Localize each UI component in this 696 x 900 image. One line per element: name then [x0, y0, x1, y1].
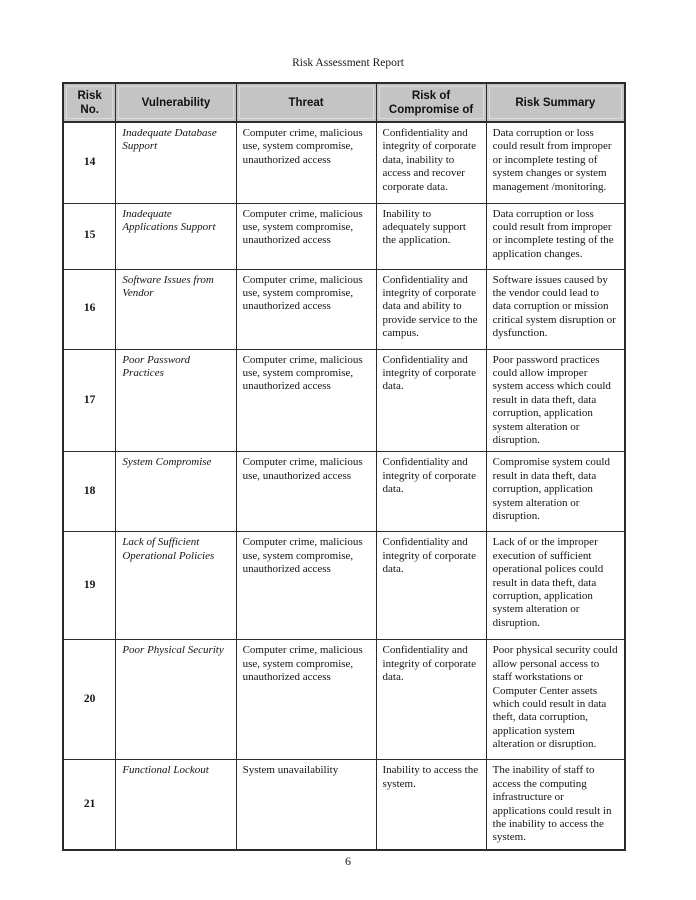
compromise-cell: Inability to access the system.	[376, 760, 486, 850]
table-body	[63, 122, 625, 850]
page-number: 6	[345, 854, 351, 868]
threat-cell: Computer crime, malicious use, system compromise, unauthorized access	[236, 640, 376, 760]
risk-summary-cell: Poor physical security could allow personal access to staff workstations or Computer Center assets which could result in data theft, data corruption, application system alteration or disruption.	[486, 640, 625, 760]
table-row	[63, 760, 625, 850]
vulnerability-cell: Poor Physical Security	[116, 640, 236, 760]
risk-summary-cell: Poor password practices could allow improper system access which could result in data theft, data corruption, application system alteration or disruption.	[486, 349, 625, 452]
risk-summary-cell: Data corruption or loss could result from improper or incomplete testing of system changes or system management /monitoring.	[486, 122, 625, 203]
risk-no-cell: 18	[63, 452, 116, 532]
vulnerability-cell: Software Issues from Vendor	[116, 269, 236, 349]
table-header-row	[63, 83, 625, 122]
column-header-threat: Threat	[236, 83, 376, 122]
risk-summary-cell: Data corruption or loss could result from improper or incomplete testing of the application changes.	[486, 203, 625, 269]
table-row	[63, 203, 625, 269]
table-row	[63, 269, 625, 349]
compromise-cell: Confidentiality and integrity of corporate data.	[376, 452, 486, 532]
column-header-risk-summary: Risk Summary	[486, 83, 625, 122]
compromise-cell: Confidentiality and integrity of corporate data and ability to provide service to the campus.	[376, 269, 486, 349]
vulnerability-cell: Inadequate Database Support	[116, 122, 236, 203]
column-header-risk-no: Risk No.	[63, 83, 116, 122]
vulnerability-cell: Lack of Sufficient Operational Policies	[116, 532, 236, 640]
table-row	[63, 122, 625, 203]
threat-cell: Computer crime, malicious use, unauthorized access	[236, 452, 376, 532]
risk-summary-cell: The inability of staff to access the computing infrastructure or applications could result in the inability to access the system.	[486, 760, 625, 850]
compromise-cell: Confidentiality and integrity of corporate data.	[376, 640, 486, 760]
risk-no-cell: 19	[63, 532, 116, 640]
compromise-cell: Inability to adequately support the application.	[376, 203, 486, 269]
risk-summary-cell: Lack of or the improper execution of sufficient operational polices could result in data theft, data corruption, application system alteration or disruption.	[486, 532, 625, 640]
risk-no-cell: 20	[63, 640, 116, 760]
compromise-cell: Confidentiality and integrity of corporate data, inability to access and recover corporate data.	[376, 122, 486, 203]
vulnerability-cell: System Compromise	[116, 452, 236, 532]
vulnerability-cell: Functional Lockout	[116, 760, 236, 850]
threat-cell: Computer crime, malicious use, system compromise, unauthorized access	[236, 203, 376, 269]
risk-summary-cell: Compromise system could result in data theft, data corruption, application system alteration or disruption.	[486, 452, 625, 532]
compromise-cell: Confidentiality and integrity of corporate data.	[376, 532, 486, 640]
compromise-cell: Confidentiality and integrity of corporate data.	[376, 349, 486, 452]
column-header-vulnerability: Vulnerability	[116, 83, 236, 122]
risk-no-cell: 15	[63, 203, 116, 269]
threat-cell: Computer crime, malicious use, system compromise, unauthorized access	[236, 269, 376, 349]
risk-no-cell: 21	[63, 760, 116, 850]
threat-cell: Computer crime, malicious use, system compromise, unauthorized access	[236, 122, 376, 203]
risk-assessment-table	[62, 82, 626, 851]
risk-summary-cell: Software issues caused by the vendor could lead to data corruption or mission critical system disruption or dysfunction.	[486, 269, 625, 349]
risk-no-cell: 14	[63, 122, 116, 203]
threat-cell: Computer crime, malicious use, system compromise, unauthorized access	[236, 349, 376, 452]
threat-cell: System unavailability	[236, 760, 376, 850]
risk-no-cell: 17	[63, 349, 116, 452]
vulnerability-cell: Inadequate Applications Support	[116, 203, 236, 269]
column-header-compromise: Risk of Compromise of	[376, 83, 486, 122]
risk-no-cell: 16	[63, 269, 116, 349]
table-row	[63, 452, 625, 532]
table-row	[63, 349, 625, 452]
document-header-title: Risk Assessment Report	[292, 57, 404, 69]
vulnerability-cell: Poor Password Practices	[116, 349, 236, 452]
table-row	[63, 532, 625, 640]
threat-cell: Computer crime, malicious use, system compromise, unauthorized access	[236, 532, 376, 640]
table-row	[63, 640, 625, 760]
